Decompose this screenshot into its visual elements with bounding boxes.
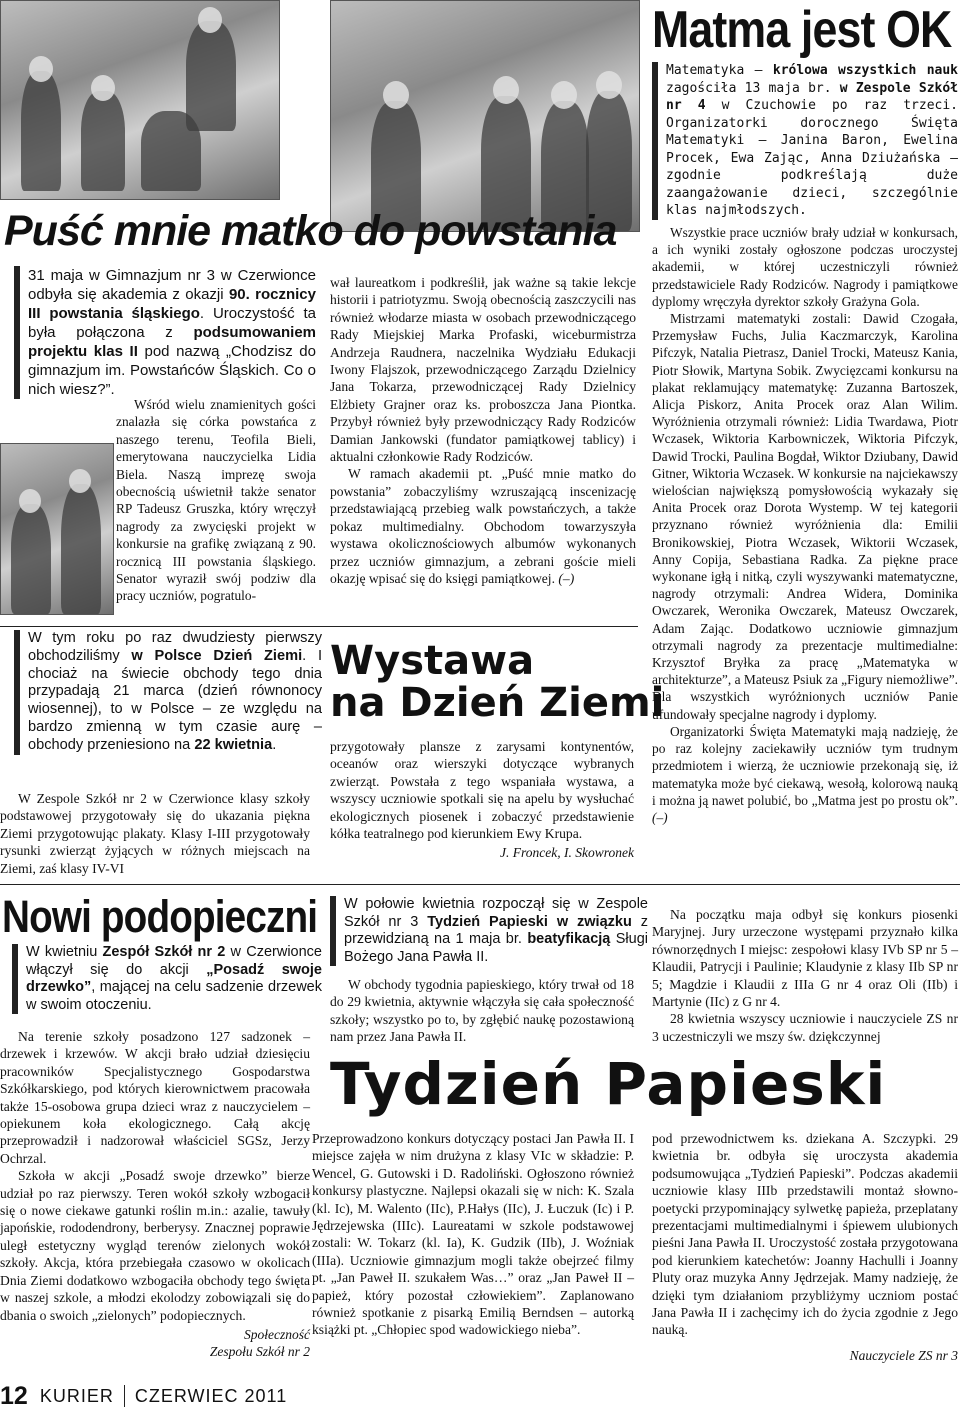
powstania-body-left: Wśród wielu znamienitych gości znalazła się córka powstańca z naszego terenu, Teofila Bieli, emerytowana nauczycielka Lidia Biela. Naszą imprezę swoja obecnością uświetnił także senator RP Tadeusz Gruszka, który wręczył nagrody za zwycięski projekt w konkursie na grafikę związaną z 90. rocznicą III powstania śląskiego. Senator wyraził swój podziw dla pracy uczniów, pogratulo- (0, 396, 316, 612)
section-divider (0, 626, 638, 627)
tydzien-lead: W połowie kwietnia rozpoczął się w Zespole Szkół nr 3 Tydzień Papieski w związku z przewidzianą na 1 maja br. beatyfikacją Sługi Bożego Jana Pawła II. (330, 896, 648, 966)
powstania-lead: 31 maja w Gimnazjum nr 3 w Czerwionce odbyła się akademia z okazji 90. rocznicy III powstania śląskiego. Uroczystość ta była połączona z podsumowaniem projektu klas II pod nazwą „Chodzisz do gimnazjum im. Powstańców Śląskich. Co o nich wiesz?”. (14, 266, 316, 399)
powstania-title: Puść mnie matko do powstania (4, 207, 617, 255)
tydzien-body-top-right: Na początku maja odbył się konkurs piosenki Maryjnej. Jury urzeczone występami przyznało kilka równorzędnych I miejsc: zespołowi klasy IVb SP nr 5 – Klaudii, Patrycji i Paulinie; Klaudynie z klasy IIb SP nr 5; Magdzie i Klaudii z IIIa G nr 4 oraz Oli (IIb) i Martynie (IIc) z G nr 4. 28 kwietnia wszyscy uczniowie i nauczyciele ZS nr 3 uczestniczyli we mszy św. dziękczynnej (652, 907, 958, 1044)
page-number: 12 (0, 1381, 28, 1410)
dzien-ziemi-lead: W tym roku po raz dwudziesty pierwszy obchodziliśmy w Polsce Dzień Ziemi. I chociaż na świecie obchody tego dnia przypadają 21 marca (dzień równonocy wiosennej), to w Polsce – ze względu na bardzo zmienną w tym czasie aurę – obchody przeniesiono na 22 kwietnia. (14, 630, 322, 755)
dzien-ziemi-title: Wystawa na Dzień Ziemi (330, 638, 665, 726)
tydzien-body-bottom-mid: Przeprowadzono konkurs dotyczący postaci Jan Pawła II. I miejsce zajęła w nim drużyna z klasy VIc w składzie: P. Wencel, G. Gutowski i D. Radoliński. Ogłoszono również konkursy plastyczne. Najlepsi okazali się w nich: K. Szala (kl. Ic), M. Walento (IIc), P.Hałys (IIc), J. Łuczuk (Ic) i P. Jędrzejewska (IIIc). Laureatami w szkole podstawowej zostali: W. Tokarz (kl. Ia), K. Gudzik (IIb), J. Woźniak (IIIa). Uczniowie gimnazjum mogli także obejrzeć filmy pt. „Jan Paweł II. szukałem Was…” oraz „Jan Paweł II – papież, który pozostał człowiekiem”. Zaplanowano również spotkanie z pisarką Emilią Berndsen – autorką książki pt. „Chłopiec spod wadowickiego nieba”. (312, 1131, 634, 1338)
podopieczni-lead: W kwietniu Zespół Szkół nr 2 w Czerwionce włączył się do akcji „Posadź swoje drzewko”, mającej na celu sadzenie drzewek w swoim otoczeniu. (12, 944, 322, 1014)
section-divider (0, 884, 960, 885)
matma-paragraph: Mistrzami matematyki zostali: Dawid Czogała, Przemysław Fuchs, Julia Kaczmarczyk, Karolina Pifczyk, Natalia Pietrasz, Daniel Trocki, Mateusz Kania, Piotr Słowik, Martyna Sobik. Zwycięzcami konkursu na plakat reklamujący matematykę: Zuzanna Bartoszek, Alicja Piskorz, Anita Procek oraz Alan Wilim. Wyróżnienia otrzymali również: Lidia Twardawa, Piotr Wczasek, Wiktoria Karbowniczek, Wiktoria Pifczyk, Dawid Trocki, Paulina Bogdał, Wiktor Dziubany, Dawid Gitner, Wiktoria Wczasek. W konkursie na najciekawszy wielościan największą pomysłowością wykazały się Anita Procek oraz Dorota Wystemp. W tej kategorii przyznano również wyróżnienia dla: Emilii Bronikowskiej, Piotra Wczasek, Wiktorii Wczasek, Anny Copija, Sebastiana Radka. Za piękne prace wykonane igłą i nitką, czyli wyszywanki matematyczne, nagrody otrzymali: Andrea Widera, Dominika Owczarek, Weronika Owczarek, Mateusz Owczarek, Adam Zając. Dodatkowo uczniowie gimnazjum otrzymali nagrody za prezentacje multimedialne: Krzysztof Bryłka za pracę „Matematyka w architekturze”, a Mateusz Psiuk za „Figury niemożliwe”. Dla wszystkich wyróżnionych uczniów Panie ufundowały specjalne nagrody i dyplomy. (652, 311, 958, 722)
podopieczni-signature: Społeczność Zespołu Szkół nr 2 (209, 1326, 310, 1360)
matma-paragraph: Wszystkie prace uczniów brały udział w konkursach, a ich wyniki zostały ogłoszone podczas uroczystej akademii, w której uczestniczyli również przedstawiciele Rady Rodziców. Nagrody i pamiątkowe dyplomy wręczyła dyrektor szkoły Grażyna Gola. (652, 225, 958, 309)
dzien-ziemi-body-left: W Zespole Szkół nr 2 w Czerwionce klasy szkoły podstawowej przygotowały się do ukazania piękna Ziemi przygotowując plakaty. Klasy I-III przygotowały rysunki zwierząt żyjących w różnych miejscach na Ziemi, zaś klasy IV-VI (0, 791, 310, 876)
photo-stage-students (330, 0, 640, 232)
matma-title: Matma jest OK (652, 1, 952, 59)
podopieczni-body: Na terenie szkoły posadzono 127 sadzonek – drzewek i krzewów. W akcji brało udział dziesięciu pracowników Specjalistycznego Gospodarstwa Szkółkarskiego, pod których kierownictwem pracowała także 15-osobowa grupa dzieci wraz z nauczycielem – opiekunem koła ekologicznego. Całą akcję przeprowadził i nadzorował właściciel SGSz, Jerzy Ochrzal. Szkoła w akcji „Posadź swoje drzewko” bierze udział po raz pierwszy. Teren wokół szkoły wzbogacił się o nowe ciekawe gatunki roślin m.in.: azalie, tawuły japońskie, rododendrony, berberysy. Znacznej poprawie uległ estetyczny wygląd terenów zielonych wokół szkoły. Akcja, która przebiegała czasowo w okolicach Dnia Ziemi dodatkowo wzbogaciła obchody tego święta w naszej szkole, a młodzi ekolodzy zobowiązali się do dbania o swoich „zielonych” podopiecznych. Społeczność Zespołu Szkół nr 2 (0, 1029, 310, 1360)
matma-body (652, 224, 958, 826)
photo-wrap-spacer (0, 442, 116, 612)
footer-divider (124, 1385, 125, 1407)
matma-lead: Matematyka – królowa wszystkich nauk zagościła 13 maja br. w Zespole Szkół nr 4 w Czuchowie po raz trzeci. Organizatorki dorocznego Święta Matematyki – Janina Baron, Ewelina Procek, Ewa Zając, Anna Dziużańska – zgodnie podkreślają duże zaangażowanie dzieci, szczególnie klas najmłodszych. (652, 62, 958, 220)
paper-name: KURIER (39, 1385, 114, 1406)
dzien-ziemi-signature: J. Froncek, I. Skowronek (500, 845, 634, 861)
page-footer (0, 1382, 287, 1410)
photo-classroom-performance (0, 0, 280, 200)
matma-paragraph: Organizatorki Święta Matematyki mają nadzieję, że po raz kolejny zaciekawiły uczniów tym trudnym przedmiotem i wierzą, że uczniowie przekonają się, iż matematyka może być ciekawą, wesołą, kolorową nauką i można ją nawet polubić, bo „Matma jest po prostu ok”. (–) (652, 723, 958, 825)
tydzien-signature: Nauczyciele ZS nr 3 (849, 1347, 958, 1363)
issue-date: CZERWIEC 2011 (134, 1385, 288, 1406)
tydzien-body-bottom-right: pod przewodnictwem ks. dziekana A. Szczypki. 29 kwietnia br. odbyła się uroczysta akademia podsumowująca „Tydzień Papieski”. Podczas akademii uczniowie klasy IIIb przedstawili montaż słowno-poetycki przypominający sylwetkę papieża, przeplatany prezentacjami multimedialnymi i śpiewem ulubionych pieśni Jana Pawła II. Uroczystość została przygotowana pod kierunkiem katechetów: Joanny Hachulli i Joanny Pluty oraz muzyka Anny Jędrzejak. Mamy nadzieję, że dzięki tym działaniom przybliżymy uczniom postać Jana Pawła II i zachęcimy ich do życia zgodnie z Jego nauką. Nauczyciele ZS nr 3 (652, 1131, 958, 1363)
powstania-body-mid: wał laureatkom i podkreślił, jak ważne są takie lekcje historii i patriotyzmu. Swoją obecnością zaszczycili nas również włodarze miasta w osobach przewodniczącego Rady Miejskiej Marka Profaski, wiceburmistrza Andrzeja Raudnera, naczelnika Wydziału Edukacji Iwony Flajszok, przewodniczącego Zarządu Dzielnicy Jana Tokarza, przewodniczącej Rady Dzielnicy Elżbiety Grajner oraz ks. proboszcza Jana Piontka. Przybył również były przewodniczący Rady Rodziców Damian Jankowski (fundator pamiątkowej tablicy) i aktualni członkowie Rady Rodziców. W ramach akademii pt. „Puść mnie matko do powstania” zobaczyliśmy wzruszającą inscenizację przedstawiającą przebieg walk powstańczych, a także pokaz multimedialny. Obchodom towarzyszyła wystawa okolicznościowych albumów wykonanych przez uczniów gimnazjum, a zebrani goście mieli okazję wpisać się do księgi pamiątkowej. (–) (330, 275, 636, 586)
podopieczni-title: Nowi podopieczni (2, 891, 318, 942)
dzien-ziemi-body-mid: przygotowały plansze z zarysami kontynentów, oceanów oraz wierszyki dotyczące wybranych zwierząt. Powstała z tego wspaniała wystawa, a wszyscy uczniowie spotkali się na apelu by wysłuchać ekologicznych piosenek i zobaczyć przedstawienie kółka teatralnego pod kierunkiem Ewy Krupa. J. Froncek, I. Skowronek (330, 739, 634, 861)
tydzien-body-top-mid: W obchody tygodnia papieskiego, który trwał od 18 do 29 kwietnia, aktywnie włączyła się cała społeczność szkoły; wszystko po to, by zgłębić naukę pozostawioną nam przez Jana Pawła II. (330, 977, 634, 1045)
tydzien-title: Tydzień Papieski (330, 1050, 887, 1118)
